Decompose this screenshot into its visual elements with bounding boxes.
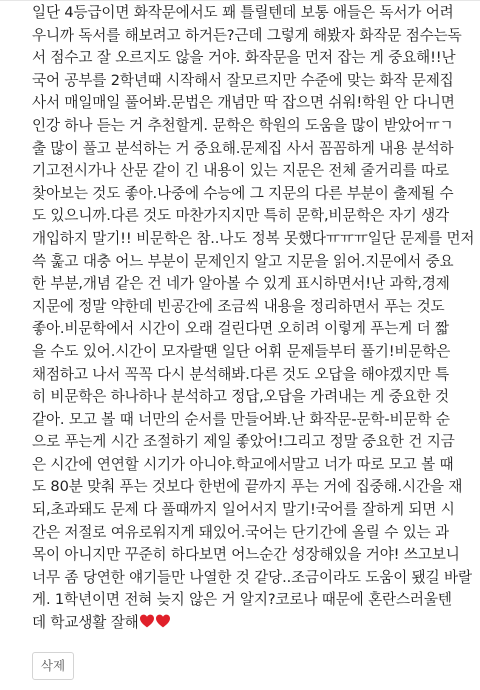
comment-line-11: 개입하지 말기!! 비문학은 참..나도 정복 못했다ㅠㅠㅠ일단 문제를 먼저 xyxy=(32,229,475,247)
top-divider xyxy=(0,0,480,1)
comment-line-16: 을 수도 있어.시간이 모자랄땐 일단 어휘 문제들부터 풀기!비문학은 xyxy=(32,342,451,360)
comment-line-28-text: 데 학교생활 잘해 xyxy=(32,614,139,632)
comment-line-20: 으로 푸는게 시간 조절하기 제일 좋았어!그리고 정말 중요한 건 지금 xyxy=(32,433,455,451)
comment-line-25: 목이 아니지만 꾸준히 하다보면 어느순간 성장해있을 거야! 쓰고보니 xyxy=(32,546,460,564)
comment-line-7: 출 많이 풀고 분석하는 거 중요해.문제집 사서 꼼꼼하게 내용 분석하 xyxy=(32,139,454,157)
comment-line-28 xyxy=(32,612,472,635)
comment-line-4: 국어 공부를 2학년때 시작해서 잘모르지만 수준에 맞는 화작 문제집 xyxy=(32,71,454,89)
heart-icon xyxy=(139,613,155,629)
comment-line-19: 같아. 모고 볼 때 너만의 순서를 만들어봐.난 화작문-문학-비문학 순 xyxy=(32,410,450,428)
delete-button[interactable]: 삭제 xyxy=(32,652,74,680)
comment-line-15: 좋아.비문학에서 시간이 오래 걸린다면 오히려 이렇게 푸는게 더 짧 xyxy=(32,320,449,338)
comment-line-12: 쓱 훑고 대충 어느 부분이 문제인지 알고 지문을 읽어.지문에서 중요 xyxy=(32,252,454,270)
comment-line-8: 기고전시가나 산문 같이 긴 내용이 있는 지문은 전체 줄거리를 따로 xyxy=(32,162,449,180)
comment-line-23: 되,초과돼도 문제 다 풀때까지 일어서지 말기!국어를 잘하게 되면 시 xyxy=(32,501,455,519)
comment-line-10: 도 있으니까.다른 것도 마찬가지지만 특히 문학,비문학은 자기 생각 xyxy=(32,207,449,225)
comment-line-22: 도 80분 맞춰 푸는 것보다 한번에 끝까지 푸는 거에 집중해.시간을 재 xyxy=(32,478,463,496)
comment-line-1: 일단 4등급이면 화작문에서도 꽤 틀릴텐데 보통 애들은 독서가 어려 xyxy=(32,4,454,21)
comment-line-18: 히 비문학은 하나하나 분석하고 정답,오답을 가려내는 게 중요한 것 xyxy=(32,388,449,406)
comment-line-9: 찾아보는 것도 좋아.나중에 수능에 그 지문의 다른 부분이 출제될 수 xyxy=(32,184,454,202)
comment-line-14: 지문에 정말 약한데 빈공간에 조금씩 내용을 정리하면서 푸는 것도 xyxy=(32,297,445,315)
comment-line-2: 우니까 독서를 해보려고 하거든?근데 그렇게 해봤자 화작문 점수는독 xyxy=(32,26,462,44)
comment-line-6: 인강 하나 듣는 거 추천할게. 문학은 학원의 도움을 많이 받았어ㅠㄱ xyxy=(32,116,454,134)
comment-line-5: 사서 매일매일 풀어봐.문법은 개념만 딱 잡으면 쉬워!학원 안 다니면 xyxy=(32,94,455,112)
comment-body xyxy=(32,2,475,635)
comment-line-3: 서 점수고 잘 오르지도 않을 거야. 화작문을 먼저 잡는 게 중요해!!난 xyxy=(32,49,456,67)
heart-icon xyxy=(155,613,171,629)
comment-line-13: 한 부분,개념 같은 건 네가 알아볼 수 있게 표시하면서!난 과학,경제 xyxy=(32,275,450,293)
comment-line-27: 게. 1학년이면 전혀 늦지 않은 거 알지?코로나 때문에 혼란스러울텐 xyxy=(32,591,452,609)
comment-line-17: 채점하고 나서 꼭꼭 다시 분석해봐.다른 것도 오답을 해야겠지만 특 xyxy=(32,365,449,383)
comment-line-24: 간은 저절로 여유로워지게 돼있어.국어는 단기간에 올릴 수 있는 과 xyxy=(32,523,449,541)
comment-line-21: 은 시간에 연연할 시기가 아니야.학교에서말고 너가 따로 모고 볼 때 xyxy=(32,455,454,473)
comment-line-26: 너무 좀 당연한 얘기들만 나열한 것 같당..조금이라도 도움이 됐길 바랄 xyxy=(32,568,472,586)
